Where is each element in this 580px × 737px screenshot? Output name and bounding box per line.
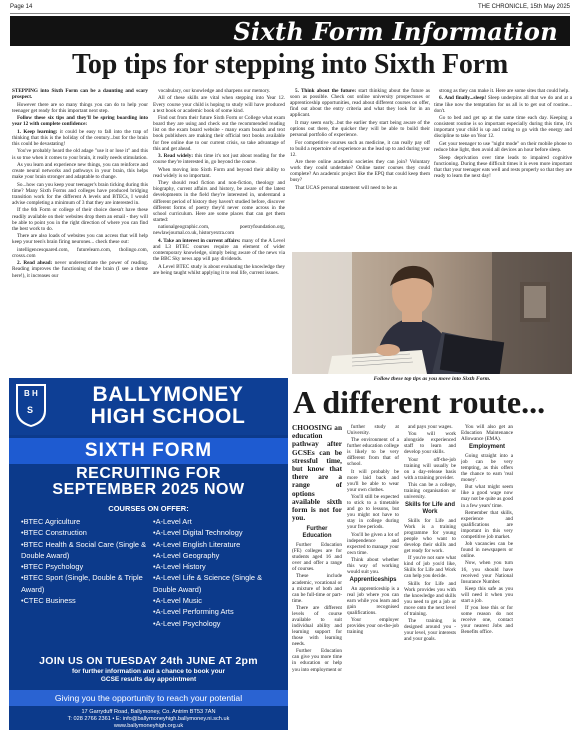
paragraph-lead: 1. Keep learning: <box>17 128 58 135</box>
route-paragraph: Your off-the-job training will usually be on a day-release basis with a training provider. <box>404 456 456 481</box>
course-item: • BTEC Agriculture <box>21 516 151 527</box>
paragraph-text: It may seem early...but the earlier they start being aware of the options out there, the quicker they will be able to build their personal portfolio of experience. <box>290 119 430 139</box>
paragraph-text: it could be easy to fall into the trap of thinking that this is the holiday of the century...but for the brain this could be devastating! <box>12 128 148 147</box>
school-name-line-1: BALLYMONEY <box>92 383 244 406</box>
article-paragraph <box>153 115 285 152</box>
article-paragraph <box>434 141 572 153</box>
route-paragraph: The environment of a further education college is likely to be very different from that of school. <box>347 437 399 468</box>
paragraph-lead: 4. Take an interest in current affairs: <box>158 237 241 244</box>
courses-heading: COURSES ON OFFER: <box>108 504 189 513</box>
route-paragraph: But what might seem like a good wage now may not be quite as good in a few years' time. <box>461 484 513 509</box>
section-title: Sixth Form Information <box>233 16 558 46</box>
article-headline: Top tips for stepping into Sixth Form <box>71 49 509 80</box>
school-advert <box>9 378 288 730</box>
paragraph-text: So...how can you keep your teenager's brain ticking during this time? Many Sixth Forms and colleges have produced bridging transition work for the different A levels and BTECs, I would advise completing a minimum of 3 that they are interested in. <box>12 181 148 206</box>
paragraph-text: A Level BTEC study is about evaluating the knowledge they are being taught whilst applying it to real life, current issues. <box>153 263 285 276</box>
paragraph-text: They should read fiction and non-fiction, theology and biography, current affairs and history, be aware of the latest developments in the field they're interested in, understand a different period of history they haven't studied before, discover different forms of poetry they'd never come across in the school curriculum. Here are some places that can get them started: <box>153 180 285 223</box>
route-paragraph: further study at University. <box>347 424 399 437</box>
route-subheading: Skills for Life and Work <box>404 502 455 515</box>
section-banner <box>10 16 570 46</box>
school-name <box>53 384 283 428</box>
recruiting-heading <box>9 466 288 498</box>
page-header-line <box>10 4 570 14</box>
route-paragraph: These include academic, vocational or a mixture of both and can be full-time or part-time. <box>292 573 342 604</box>
route-paragraph: Now, when you turn 16, you should have received your National Insurance Number. <box>461 560 513 585</box>
article-paragraph <box>12 162 148 180</box>
svg-text:S: S <box>27 405 34 415</box>
slogan-strip: Giving you the opportunity to reach your potential <box>9 690 288 706</box>
route-paragraph: Going straight into a job can be very tempting, as this offers the chance to earn 'real money'. <box>461 452 513 484</box>
article-paragraph <box>12 233 148 245</box>
article-paragraph <box>12 88 148 100</box>
alevel-course-list <box>153 516 285 629</box>
route-paragraph: The training is designed around you - your level, your interests and your goals. <box>404 618 456 643</box>
course-item: • A-Level Performing Arts <box>153 606 285 617</box>
school-website: www.ballymoneyhigh.org.uk <box>113 723 184 729</box>
recruiting-line-2: SEPTEMBER 2025 NOW <box>52 481 245 498</box>
open-event-subtext-1: for further information and a chance to book your <box>71 668 226 675</box>
paragraph-text: strong as they can make it. Here are some sites that could help. <box>439 88 570 94</box>
article-paragraph <box>153 153 285 165</box>
open-event-line: JOIN US ON TUESDAY 24th JUNE AT 2pm <box>39 655 258 667</box>
course-item: • A-Level Digital Technology <box>153 527 285 538</box>
paragraph-text: intelligencesquared.com, futurelearn.com, tholingo.com, crossx.com <box>12 246 148 259</box>
course-item: • BTEC Psychology <box>21 561 151 572</box>
article-paragraph <box>12 148 148 160</box>
paragraph-lead: 2. Read ahead: <box>17 260 53 267</box>
article-paragraph <box>153 264 285 276</box>
article-column-1 <box>12 88 148 376</box>
svg-text:B: B <box>24 389 30 398</box>
paragraph-lead: 6. And finally...sleep! <box>439 95 487 102</box>
advert-header <box>9 378 288 435</box>
route-paragraph: If you lose this or for some reason do not receive one, contact your nearest Jobs and Benefits office. <box>461 605 513 636</box>
article-paragraph <box>153 167 285 179</box>
paragraph-text: Get your teenager to use "night mode" on their mobile phone to reduce blue light, then avoid all devices an hour before sleep. <box>434 140 572 154</box>
article-column-3 <box>290 88 430 248</box>
course-item: • BTEC Health & Social Care (Single & Double Award) <box>21 539 151 562</box>
route-paragraph: You will work alongside experienced staff to learn and develop your skills. <box>404 431 456 456</box>
photo-caption: Follow these top tips as you move into Sixth Form. <box>373 376 491 382</box>
article-paragraph <box>12 260 148 278</box>
route-paragraph: This can be a college, training organisation or university. <box>404 481 456 501</box>
school-crest-icon <box>15 383 47 428</box>
article-paragraph <box>12 129 148 147</box>
paragraph-text: When moving into Sixth Form and beyond their ability to read widely is so important. <box>153 166 285 179</box>
svg-text:H: H <box>32 389 38 398</box>
paragraph-text: Sleep deprivation over time leads to impaired cognitive functioning. During these difficult times it is even more important that that your teenager eats well and rests properly so that they are ready to learn the next day! <box>434 154 572 179</box>
paragraph-lead: 5. Think about the future: <box>295 88 357 94</box>
route-paragraph: You will also get an Education Maintenance Allowance (EMA). <box>461 424 513 443</box>
route-column-4 <box>461 424 513 734</box>
course-item: • A-Level English Literature <box>153 539 285 550</box>
route-column-2 <box>347 424 399 734</box>
recruiting-line-1: RECRUITING FOR <box>76 465 221 482</box>
route-paragraph: You'll be given a lot of independence and expected to manage your own time. <box>347 531 399 556</box>
open-event-subtext-2: GCSE results day appointment <box>100 675 197 683</box>
photo-illustration <box>292 252 572 374</box>
paragraph-text: For competitive courses such as medicine, it can really pay off to build a repertoire of experience as the lead up to and during year 12. <box>290 139 430 158</box>
route-paragraph: It will probably be more laid back and you'll be able to wear your own clothes. <box>347 468 399 493</box>
course-item: • BTEC Sport (Single, Double & Triple Award) <box>21 572 151 595</box>
article-paragraph <box>153 224 285 236</box>
paragraph-text: Are there online academic societies they can join? Voluntary work they could undertake? Online taster courses they could complete? An academic project like the EPQ that could keep them busy? <box>290 159 430 184</box>
article-paragraph <box>12 247 148 259</box>
course-item: • A-Level Music <box>153 595 285 606</box>
btec-course-list <box>21 516 151 606</box>
route-paragraph: An apprenticeship is a real job where you can earn while you learn and gain recognised qualifications. <box>347 585 399 617</box>
article-paragraph <box>290 185 430 191</box>
paragraph-text: many of the A Level and L3 BTEC courses require an element of wider contemporary knowledge, simply being aware of the news via the BBC Sky news app will pay dividends. <box>153 237 285 263</box>
article-paragraph <box>290 140 430 158</box>
teen-studying-photo <box>292 252 572 374</box>
route-paragraph: Think about whether this way of working would suit you. <box>347 556 399 576</box>
route-paragraph: Skills for Life and Work is a training programme for young people who want to develop their skills and get ready for work. <box>404 517 456 554</box>
course-item: • BTEC Construction <box>21 527 151 538</box>
paragraph-text: You've probably heard the old adage "use it or lose it" and this is so true when it comes to your brain, it really needs stimulation. <box>12 148 148 161</box>
route-paragraph: There are different levels of course available to suit individual ability and learning support for those with learning needs. <box>292 604 342 648</box>
paragraph-text: vocabulary, our knowledge and sharpens our memory. <box>158 88 271 94</box>
article-column-2 <box>153 88 285 376</box>
article-paragraph <box>153 88 285 94</box>
article-paragraph <box>12 207 148 231</box>
article-paragraph <box>153 180 285 223</box>
open-event-subtext <box>9 668 288 684</box>
paragraph-text: Sleep underpins all that we do and at a time like now the temptation for us all is to get out of routine... don't. <box>434 95 572 114</box>
paragraph-text: Find out from their future Sixth Form or College what exam board they are using and check out the recommended reading list on the exam board website - many exam boards and text book publishers are making their official text books available for free online due to our current crisis, so take advantage of this and get ahead. <box>153 115 285 152</box>
route-paragraph: Skills for Life and Work provides you with the knowledge and skills you need to get a job or move onto the next level of training. <box>404 580 456 617</box>
route-paragraph: Your employer provides your on-the-job training <box>347 617 399 636</box>
school-address: 17 Garryduff Road, Ballymoney, Co. Antrim BT53 7AN <box>81 709 216 715</box>
route-paragraph: If you're not sure what kind of job you'd like, Skills for Life and Work can help you decide. <box>404 555 456 580</box>
article-paragraph <box>434 88 572 94</box>
course-item: • A-Level Art <box>153 516 285 527</box>
course-item: • A-Level Psychology <box>153 618 285 629</box>
route-paragraph: Job vacancies can be found in newspapers or online. <box>461 541 513 560</box>
paragraph-text: If the 6th Form or college of their choice doesn't have these readily available on their websites drop them an email - they will be able to point you in the right direction of where you can find the best work to do. <box>12 207 148 232</box>
course-item: • A-Level Life & Science (Single & Double Award) <box>153 572 285 595</box>
article-paragraph <box>12 182 148 206</box>
route-paragraph: Further Education (FE) colleges are for students aged 16 and over and offer a range of courses. <box>292 542 342 573</box>
article-paragraph <box>153 238 285 262</box>
route-column-1 <box>292 424 342 734</box>
course-item: • A-Level Geography <box>153 550 285 561</box>
article-paragraph <box>12 115 148 127</box>
route-intro: CHOOSING an education pathway after GCSEs can be stressful time, but know that there are a range of options available sixth form is not for you. <box>292 424 342 523</box>
route-headline: A different route... <box>293 384 546 420</box>
route-paragraph: Further Education can give you more time in education or help you into employment or <box>292 648 342 673</box>
sixth-form-banner: SIXTH FORM <box>9 438 288 464</box>
school-phone-email: T: 028 2766 2361 • E: info@ballymoneyhigh.ballymoney.ni.sch.uk <box>67 716 230 722</box>
article-paragraph <box>12 102 148 114</box>
paragraph-text: That UCAS personal statement will need to be as <box>295 184 398 191</box>
article-column-4 <box>434 88 572 248</box>
route-subheading: Further Education <box>302 526 332 540</box>
page-number: Page 14 <box>10 4 33 10</box>
paragraph-text: However there are so many things you can do to help your teenager get ready for this important next step. <box>12 101 148 114</box>
paragraph-text: nationalgeographic.com, poetryfoundation.org, newlawjournal.co.uk, historyextra.com <box>153 224 285 237</box>
route-paragraph: You'll still be expected to stick to a timetable and go to lessons, but you might not have to stay in college during your free periods. <box>347 494 399 531</box>
paragraph-text: As you learn and experience new things, you can reinforce and create neural networks and pathways in your brain, this helps make your brain stronger and adaptable to change. <box>12 161 148 181</box>
article-paragraph <box>153 95 285 113</box>
school-name-line-2: HIGH SCHOOL <box>90 405 246 428</box>
article-paragraph <box>434 115 572 139</box>
paragraph-text: Go to bed and get up at the same time each day. Keeping a consistent routine is so important especially during this time, it's important your child is up and raring to go with the energy and discipline to take on Year 12. <box>434 115 572 140</box>
route-paragraph: Keep this safe as you will need it when you start a job. <box>461 585 513 604</box>
route-subheading: Employment <box>468 444 505 451</box>
paragraph-text: All of these skills are vital when stepping into Year 12. Every course your child is hoping to study will have produced a text book or academic book of some kind. <box>153 95 285 114</box>
paragraph-text: start thinking about the future as soon as possible. Check out online university prospectuses or apprenticeship opportunities, read about different courses on offer, find out about the entry criteria and what they look for in an applicant. <box>290 88 430 119</box>
paragraph-text: this time it's not just about reading for the course they're interested in, go beyond the course. <box>153 153 285 166</box>
school-contact <box>9 709 288 730</box>
masthead-date: THE CHRONICLE, 15th May 2025 <box>477 4 570 10</box>
paragraph-lead: STEPPING into Sixth Form can be a daunting and scary prospect. <box>12 88 148 101</box>
article-paragraph <box>290 159 430 183</box>
article-paragraph <box>290 88 430 118</box>
route-subheading: Apprenticeships <box>349 577 397 584</box>
paragraph-lead: 3. Read widely: <box>158 153 194 160</box>
article-paragraph <box>434 95 572 113</box>
course-item: • CTEC Business <box>21 595 151 606</box>
article-paragraph <box>434 155 572 179</box>
route-column-3 <box>404 424 456 734</box>
paragraph-text: There are also loads of websites you can access that will help keep your teen's brain firing neurones... check these out: <box>12 233 148 246</box>
course-item: • A-Level History <box>153 561 285 572</box>
paragraph-lead: Follow these six tips and they'll be spring boarding into year 12 with complete confidence: <box>12 115 148 128</box>
route-paragraph: and pays your wages. <box>408 424 453 430</box>
article-paragraph <box>290 120 430 138</box>
route-paragraph: Remember that skills, experience and qualifications are important in this very competitive job market. <box>461 509 513 540</box>
paragraph-text: never underestimate the power of reading. Reading improves the functioning of the brain (I see a theme here!), it increases our <box>12 260 148 279</box>
